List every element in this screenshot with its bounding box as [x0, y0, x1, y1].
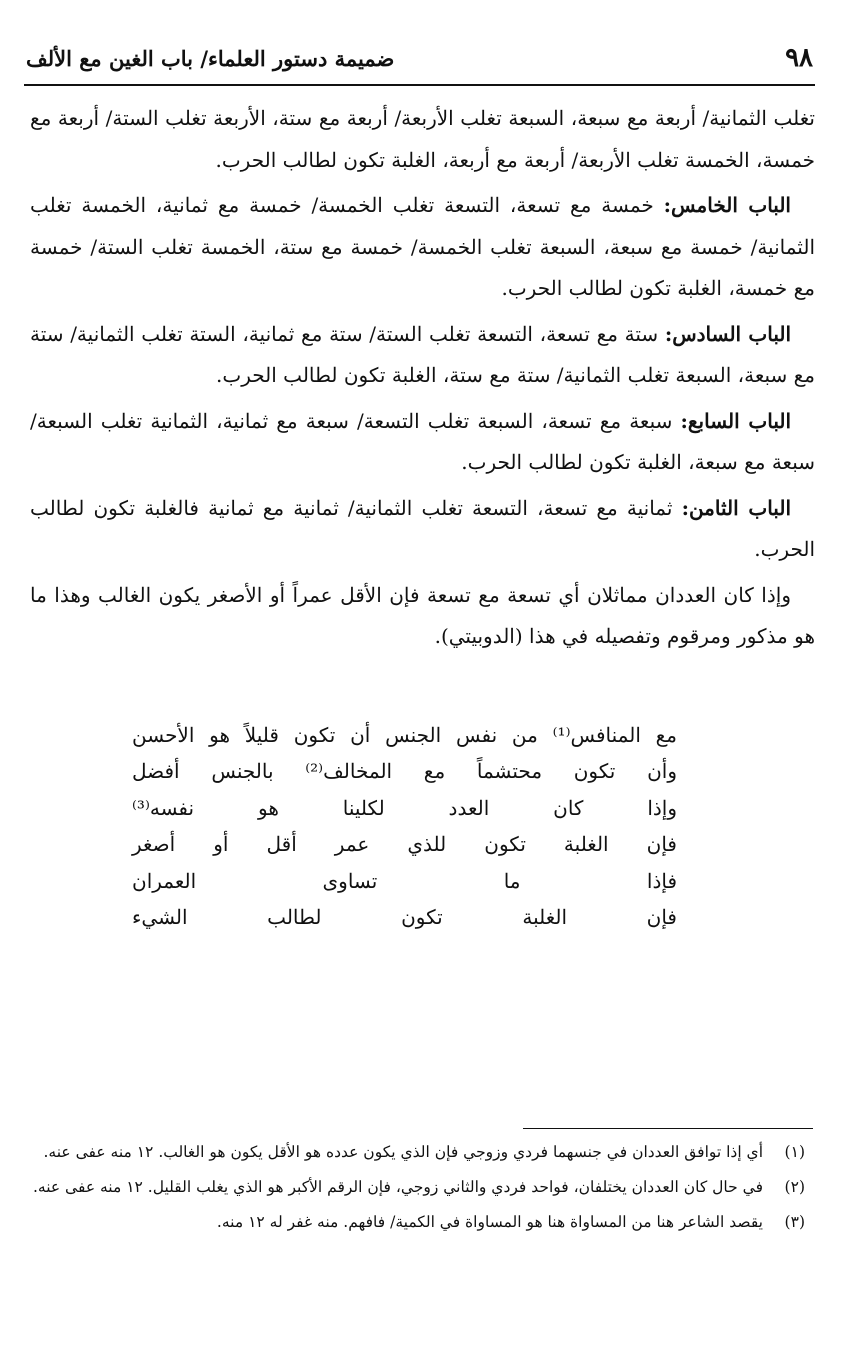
footnote-text: يقصد الشاعر هنا من المساواة هنا هو المساواة في الكمية/ فافهم. منه غفر له ١٢ منه.	[216, 1213, 763, 1231]
page-header	[26, 36, 813, 80]
paragraph-lead: الباب الخامس:	[663, 193, 791, 217]
paragraph-1	[30, 98, 815, 181]
footnote-2	[24, 1173, 805, 1202]
paragraph-lead: الباب السادس:	[664, 321, 792, 346]
paragraph-lead: الباب الثامن:	[681, 495, 791, 520]
paragraph-text: سبعة مع تسعة، السبعة تغلب التسعة/ سبعة مع ثمانية، الثمانية تغلب السبعة/ سبعة مع سبعة، الغلبة تكون لطالب الحرب.	[30, 408, 815, 474]
footnote-number: (٢)	[784, 1178, 805, 1196]
poem-verse: مع المنافس⁽¹⁾ من نفس الجنس أن تكون قليلاً هو الأحسن	[132, 723, 677, 747]
footnote-divider	[523, 1128, 813, 1129]
page-number: ٩٨	[785, 43, 813, 73]
paragraph-chapter-5	[30, 185, 815, 310]
footnote-number: (٣)	[784, 1213, 805, 1231]
paragraph-text: ستة مع تسعة، التسعة تغلب الستة/ ستة مع ثمانية، الستة تغلب الثمانية/ ستة مع سبعة، السبعة تغلب الثمانية/ ستة مع ستة، الغلبة تكون لطالب الحرب.	[30, 321, 815, 387]
paragraph-chapter-6	[30, 314, 815, 397]
paragraph-text: تغلب الثمانية/ أربعة مع سبعة، السبعة تغلب الأربعة/ أربعة مع ستة، الأربعة تغلب الستة/ أربعة مع خمسة، الخمسة تغلب الأربعة/ أربعة مع أربعة، الغلبة تكون لطالب الحرب.	[30, 106, 815, 172]
paragraph-text: ثمانية مع تسعة، التسعة تغلب الثمانية/ ثمانية مع ثمانية فالغلبة تكون لطالب الحرب.	[30, 495, 815, 561]
footnote-3	[24, 1208, 805, 1237]
poem-verse: فإن الغلبة تكون لطالب الشيء	[132, 905, 677, 930]
poem-verse: وأن تكون محتشماً مع المخالف⁽²⁾ بالجنس أفضل	[132, 759, 677, 784]
paragraph-text: وإذا كان العددان مماثلان أي تسعة مع تسعة فإن الأقل عمراً أو الأصغر يكون الغالب وهذا ما هو مذكور ومرقوم وتفصيله في هذا (الدوبيتي).	[30, 582, 815, 648]
poem-verse: فإن الغلبة تكون للذي عمر أقل أو أصغر	[132, 832, 677, 857]
poem-verse: وإذا كان العدد لكلينا هو نفسه⁽³⁾	[132, 795, 677, 820]
main-text	[30, 98, 815, 662]
footnote-text: أي إذا توافق العددان في جنسهما فردي وزوجي فإن الذي يكون عدده هو الأقل يكون هو الغالب. ١٢ منه عفى عنه.	[43, 1143, 763, 1161]
footnote-number: (١)	[784, 1143, 805, 1161]
paragraph-chapter-7	[30, 401, 815, 484]
footnote-text: في حال كان العددان يختلفان، فواحد فردي والثاني زوجي، فإن الرقم الأكبر هو الذي يغلب القليل. ١٢ منه عفى عنه.	[32, 1178, 763, 1196]
paragraph-lead: الباب السابع:	[680, 408, 792, 433]
running-title: ضميمة دستور العلماء/ باب الغين مع الألف	[26, 45, 395, 71]
footnotes	[24, 1138, 805, 1243]
poem-verse: فإذا ما تساوى العمران	[132, 868, 677, 893]
header-divider	[24, 84, 815, 86]
poem-block	[132, 717, 677, 935]
paragraph-conclusion	[30, 575, 815, 658]
paragraph-chapter-8	[30, 488, 815, 571]
footnote-1	[24, 1138, 805, 1167]
paragraph-text: خمسة مع تسعة، التسعة تغلب الخمسة/ خمسة مع ثمانية، الخمسة تغلب الثمانية/ خمسة مع سبعة، السبعة تغلب الخمسة/ خمسة مع ستة، الخمسة تغلب الستة/ خمسة مع خمسة، الغلبة تكون لطالب الحرب.	[30, 193, 815, 300]
